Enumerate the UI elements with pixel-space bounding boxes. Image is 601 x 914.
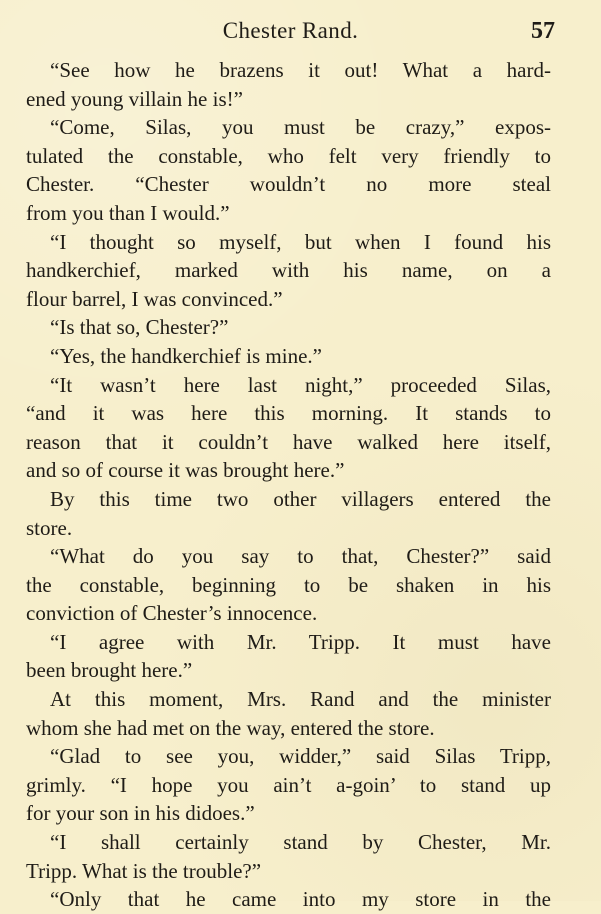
- paragraph: [26, 228, 551, 314]
- text-line: “I thought so myself, but when I found his: [50, 229, 551, 254]
- text-line: Chester. “Chester wouldn’t no more steal: [26, 172, 551, 197]
- text-line: ened young villain he is!”: [26, 86, 243, 111]
- paragraph: [26, 542, 551, 628]
- text-line: the constable, beginning to be shaken in his: [26, 572, 551, 597]
- paragraph: [26, 342, 551, 371]
- text-line: conviction of Chester’s innocence.: [26, 601, 318, 626]
- text-line: and so of course it was brought here.”: [26, 458, 345, 483]
- paragraph: [26, 371, 551, 485]
- text-line: grimly. “I hope you ain’t a-goin’ to stand up: [26, 772, 551, 797]
- text-line: store.: [26, 515, 73, 540]
- text-line: from you than I would.”: [26, 200, 230, 225]
- page-number: 57: [531, 18, 555, 44]
- text-line: “Is that so, Chester?”: [50, 315, 229, 340]
- text-line: “Glad to see you, widder,” said Silas Tripp,: [50, 744, 551, 769]
- text-line: flour barrel, I was convinced.”: [26, 286, 283, 311]
- text-line: whom she had met on the way, entered the store.: [26, 715, 435, 740]
- paragraph: [26, 685, 551, 742]
- paragraph: [26, 313, 551, 342]
- paragraph: [26, 485, 551, 542]
- text-line: been brought here.”: [26, 658, 193, 683]
- text-line: “Come, Silas, you must be crazy,” expos-: [50, 115, 551, 140]
- text-line: “Yes, the handkerchief is mine.”: [50, 343, 322, 368]
- text-line: “Only that he came into my store in the: [50, 887, 551, 912]
- text-line: “and it was here this morning. It stands to: [26, 401, 551, 426]
- text-line: handkerchief, marked with his name, on a: [26, 258, 551, 283]
- paragraph: [26, 828, 551, 885]
- text-line: “It wasn’t here last night,” proceeded Silas,: [50, 372, 551, 397]
- text-line: “What do you say to that, Chester?” said: [50, 544, 551, 569]
- text-line: Tripp. What is the trouble?”: [26, 858, 262, 883]
- paragraph: [26, 742, 551, 828]
- text-line: reason that it couldn’t have walked here itself,: [26, 429, 551, 454]
- running-head: Chester Rand.: [222, 18, 359, 43]
- paragraph: [26, 885, 551, 914]
- text-line: By this time two other villagers entered the: [50, 486, 551, 511]
- text-line: “I shall certainly stand by Chester, Mr.: [50, 830, 551, 855]
- paragraph: [26, 113, 551, 227]
- page-header: [26, 16, 555, 54]
- text-line: for your son in his didoes.”: [26, 801, 255, 826]
- paragraph: [26, 56, 551, 113]
- text-line: At this moment, Mrs. Rand and the minister: [50, 687, 551, 712]
- paragraph: [26, 628, 551, 685]
- text-line: tulated the constable, who felt very friendly to: [26, 143, 551, 168]
- text-line: “I agree with Mr. Tripp. It must have: [50, 629, 551, 654]
- text-line: “See how he brazens it out! What a hard-: [50, 58, 551, 82]
- body-text: [26, 56, 551, 914]
